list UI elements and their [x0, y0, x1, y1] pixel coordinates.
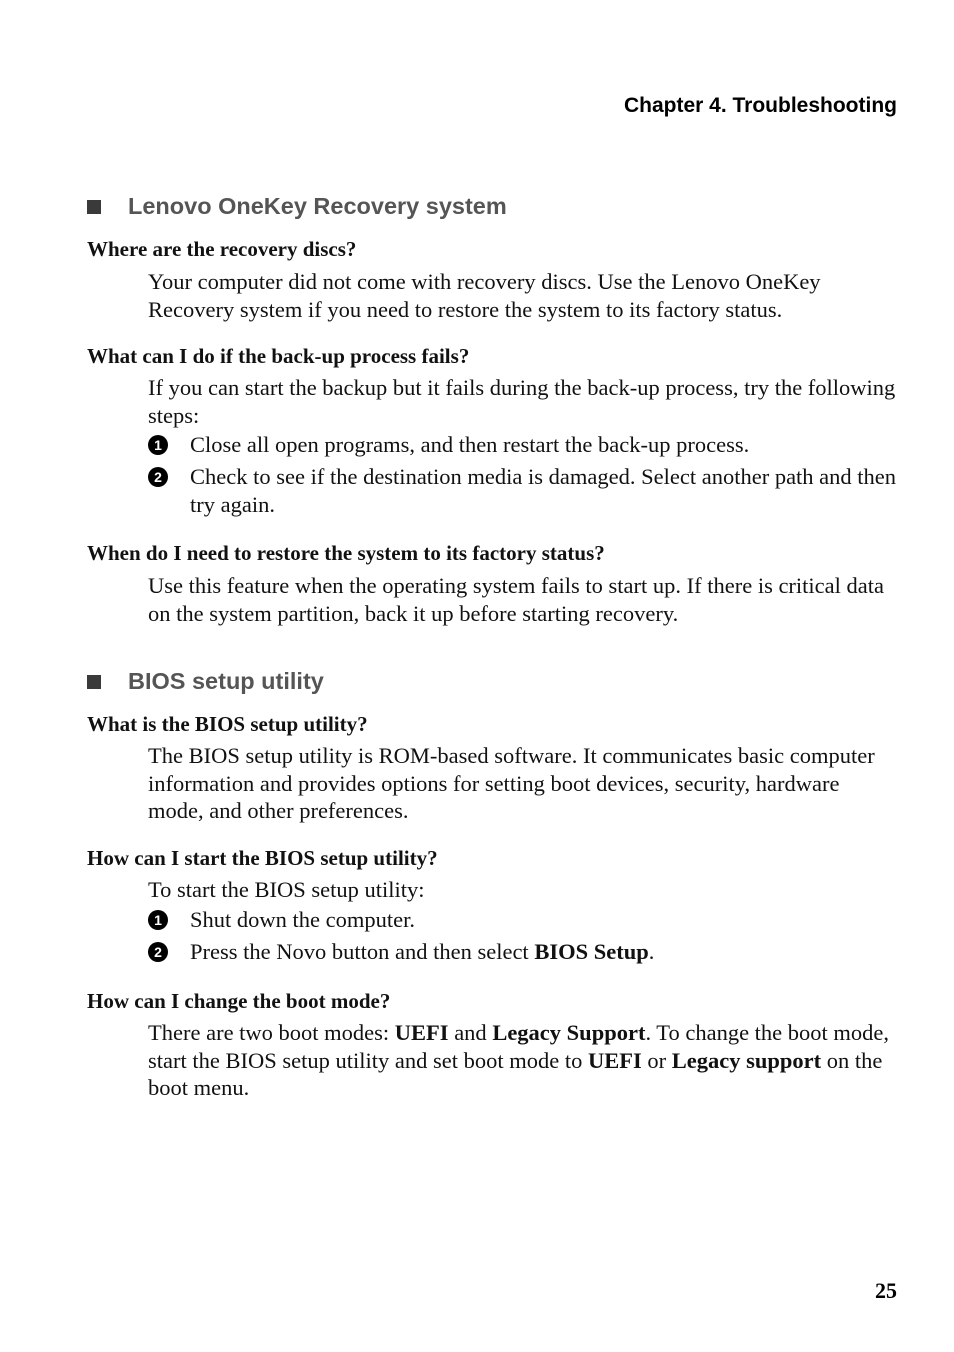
step-item — [148, 938, 898, 966]
answer-backup-fails: If you can start the backup but it fails during the back-up process, try the following steps: — [148, 375, 896, 428]
question-boot-mode: How can I change the boot mode? — [87, 989, 391, 1013]
step-number-icon: 2 — [148, 467, 168, 487]
page-number: 25 — [875, 1278, 897, 1303]
step-text: Shut down the computer. — [190, 907, 415, 932]
step-text-part: . — [648, 939, 655, 964]
step-text — [190, 938, 898, 966]
question-what-is-bios: What is the BIOS setup utility? — [87, 712, 368, 736]
step-number-icon: 2 — [148, 942, 168, 962]
square-bullet-icon — [87, 200, 101, 214]
step-text: Close all open programs, and then restart the back-up process. — [190, 432, 750, 457]
step-item — [148, 463, 898, 518]
answer-what-is-bios: The BIOS setup utility is ROM-based software. It communicates basic computer information and provides options for setting boot devices, security, hardware mode, and other preferences. — [148, 743, 875, 823]
answer-start-bios: To start the BIOS setup utility: — [148, 877, 425, 902]
answer-recovery-discs: Your computer did not come with recovery discs. Use the Lenovo OneKey Recovery system if you need to restore the system to its factory status. — [148, 269, 821, 322]
uefi-emphasis: UEFI — [394, 1020, 449, 1045]
section-heading-bios — [87, 668, 324, 695]
text-part: and — [448, 1020, 493, 1045]
uefi-emphasis: UEFI — [587, 1047, 642, 1073]
square-bullet-icon — [87, 675, 101, 689]
text-part: There are two boot modes: — [148, 1020, 395, 1045]
chapter-header: Chapter 4. Troubleshooting — [623, 94, 897, 117]
question-start-bios: How can I start the BIOS setup utility? — [87, 846, 438, 870]
section-title: Lenovo OneKey Recovery system — [128, 193, 507, 219]
answer-boot-mode — [148, 1019, 898, 1102]
step-number-icon: 1 — [148, 435, 168, 455]
text-part: on the boot menu. — [148, 1047, 883, 1100]
text-part: or — [641, 1047, 672, 1073]
question-recovery-discs: Where are the recovery discs? — [87, 237, 357, 261]
question-factory-status: When do I need to restore the system to its factory status? — [87, 541, 605, 565]
step-text: Check to see if the destination media is damaged. Select another path and then try again. — [190, 464, 897, 517]
text-part: . To change the boot mode, start the BIOS setup utility and set boot mode to — [148, 1020, 890, 1073]
step-item — [148, 431, 898, 459]
section-title: BIOS setup utility — [128, 668, 324, 694]
step-text-part: Press the Novo button and then select — [190, 939, 535, 964]
step-number-icon: 1 — [148, 910, 168, 930]
bios-setup-emphasis: BIOS Setup — [534, 939, 649, 964]
question-backup-fails: What can I do if the back-up process fails? — [87, 344, 470, 368]
step-item — [148, 906, 898, 934]
legacy-support-emphasis: Legacy support — [671, 1047, 822, 1073]
legacy-support-emphasis: Legacy Support — [492, 1020, 646, 1045]
section-heading-onekey — [87, 193, 507, 220]
answer-factory-status: Use this feature when the operating system fails to start up. If there is critical data on the system partition, back it up before starting recovery. — [148, 573, 885, 626]
